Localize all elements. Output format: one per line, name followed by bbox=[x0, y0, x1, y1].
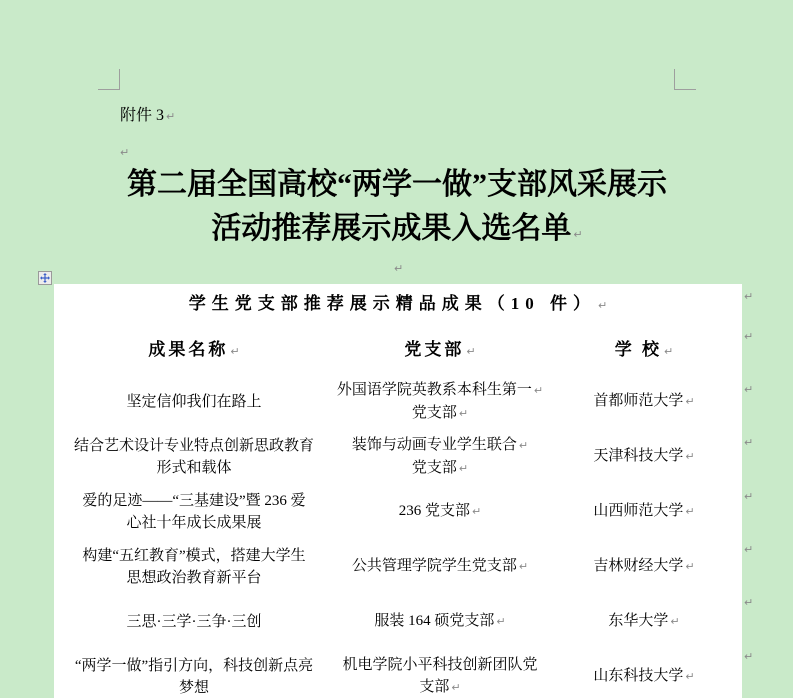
table-row bbox=[54, 374, 742, 429]
school-cell: 山西师范大学 ↵ bbox=[593, 503, 695, 519]
column-header-branch: 党支部 ↵ bbox=[404, 340, 476, 359]
row-end-mark: ↵ bbox=[744, 290, 754, 303]
table-body bbox=[54, 374, 742, 698]
row-end-mark: ↵ bbox=[744, 650, 754, 663]
title-line-1: 第二届全国高校“两学一做”支部风采展示 bbox=[127, 168, 667, 201]
row-end-mark: ↵ bbox=[744, 543, 754, 556]
row-end-mark: ↵ bbox=[744, 383, 754, 396]
row-end-mark: ↵ bbox=[744, 436, 754, 449]
table-move-handle[interactable] bbox=[38, 271, 52, 285]
column-header-school: 学 校 ↵ bbox=[614, 340, 674, 359]
pilcrow-mark: ↵ bbox=[466, 345, 476, 358]
school-cell: 东华大学 ↵ bbox=[608, 613, 680, 629]
branch-cell: 装饰与动画专业学生联合 ↵ 党支部 ↵ bbox=[351, 436, 529, 476]
table-row bbox=[54, 484, 742, 539]
branch-cell: 236 党支部 ↵ bbox=[398, 503, 482, 519]
table-header-row bbox=[54, 338, 742, 364]
pilcrow-mark: ↵ bbox=[230, 345, 240, 358]
document-title bbox=[60, 163, 734, 257]
achievement-cell: 结合艺术设计专业特点创新思政教育 形式和载体 bbox=[73, 437, 314, 476]
achievement-cell: “两学一做”指引方向，科技创新点亮 梦想 bbox=[74, 657, 314, 696]
achievement-cell: 构建“五红教育”模式，搭建大学生 思想政治教育新平台 bbox=[82, 547, 306, 586]
pilcrow-mark: ↵ bbox=[518, 438, 529, 452]
school-cell: 天津科技大学 ↵ bbox=[593, 448, 695, 464]
school-cell: 山东科技大学 ↵ bbox=[593, 668, 695, 684]
pilcrow-mark: ↵ bbox=[496, 615, 506, 628]
pilcrow-mark: ↵ bbox=[472, 505, 482, 518]
crop-mark-top-left-icon bbox=[98, 69, 120, 90]
pilcrow-mark: ↵ bbox=[685, 395, 695, 408]
pilcrow-mark: ↵ bbox=[664, 345, 674, 358]
pilcrow-mark: ↵ bbox=[458, 461, 469, 475]
achievement-cell: 三思·三学·三争·三创 bbox=[126, 613, 262, 630]
title-line-2: 活动推荐展示成果入选名单 ↵ bbox=[211, 212, 583, 245]
pilcrow-mark: ↵ bbox=[166, 110, 176, 123]
table-row bbox=[54, 539, 742, 594]
attachment-label: 附件 3 ↵ bbox=[120, 107, 176, 124]
pilcrow-mark: ↵ bbox=[518, 560, 529, 573]
pilcrow-mark: ↵ bbox=[685, 670, 695, 683]
row-end-mark: ↵ bbox=[744, 330, 754, 343]
crop-mark-top-right-icon bbox=[674, 69, 696, 90]
table-row bbox=[54, 594, 742, 649]
pilcrow-mark: ↵ bbox=[685, 450, 695, 463]
branch-cell: 外国语学院英教系本科生第一 ↵ 党支部 ↵ bbox=[336, 381, 544, 421]
branch-cell: 服装 164 硕党支部 ↵ bbox=[374, 613, 506, 629]
branch-cell: 机电学院小平科技创新团队党 支部 ↵ bbox=[342, 657, 538, 695]
branch-cell: 公共管理学院学生党支部 ↵ bbox=[351, 558, 529, 574]
table-row bbox=[54, 649, 742, 698]
pilcrow-mark: ↵ bbox=[458, 406, 469, 420]
pilcrow-mark: ↵ bbox=[598, 299, 608, 312]
move-arrows-icon bbox=[40, 273, 50, 283]
pilcrow-mark: ↵ bbox=[670, 615, 680, 628]
row-end-mark: ↵ bbox=[744, 596, 754, 609]
pilcrow-mark: ↵ bbox=[451, 681, 461, 694]
achievement-cell: 爱的足迹——“三基建设”暨 236 爱 心社十年成长成果展 bbox=[82, 492, 306, 531]
pilcrow-mark: ↵ bbox=[573, 228, 583, 241]
table-heading: 学生党支部推荐展示精品成果（10 件） ↵ bbox=[188, 294, 608, 313]
pilcrow-mark: ↵ bbox=[685, 505, 695, 518]
school-cell: 吉林财经大学 ↵ bbox=[593, 558, 695, 574]
column-header-achievement: 成果名称 ↵ bbox=[148, 340, 240, 359]
pilcrow-mark: ↵ bbox=[533, 383, 544, 397]
school-cell: 首都师范大学 ↵ bbox=[593, 393, 695, 409]
pilcrow-mark: ↵ bbox=[685, 560, 695, 573]
achievement-cell: 坚定信仰我们在路上 bbox=[126, 393, 262, 410]
pilcrow-mark: ↵ bbox=[120, 146, 130, 159]
row-end-mark: ↵ bbox=[744, 490, 754, 503]
table-row bbox=[54, 429, 742, 484]
pilcrow-mark: ↵ bbox=[394, 262, 404, 275]
